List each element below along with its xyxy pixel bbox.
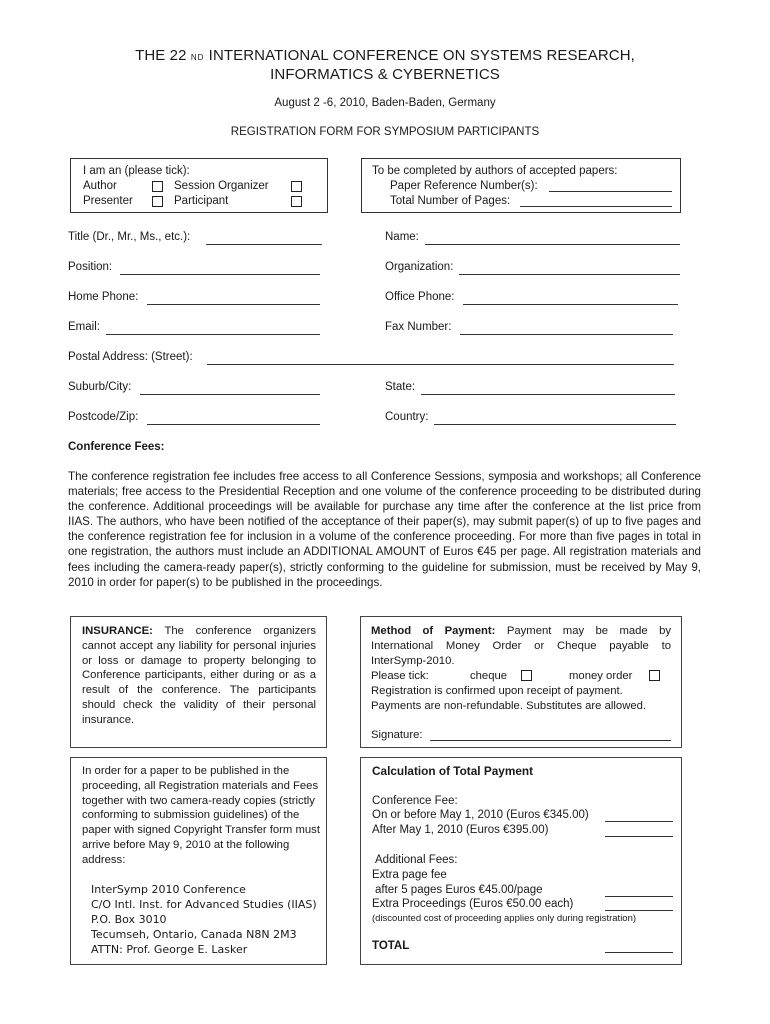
money-order-label: money order (569, 670, 633, 682)
email-label: Email: (68, 321, 100, 333)
conference-title-line2: INFORMATICS & CYBERNETICS (270, 66, 500, 83)
role-heading: I am an (please tick): (83, 165, 190, 177)
title-input[interactable] (206, 244, 322, 245)
confirmed-text: Registration is confirmed upon receipt of payment. (371, 685, 623, 697)
postal-input[interactable] (207, 364, 674, 365)
refund-text: Payments are non-refundable. Substitutes are allowed. (371, 700, 647, 712)
postal-label: Postal Address: (Street): (68, 351, 193, 363)
discount-note: (discounted cost of proceeding applies only during registration) (372, 913, 637, 924)
organization-input[interactable] (459, 274, 680, 275)
paper-ref-input[interactable] (549, 191, 672, 192)
address-line-4: Tecumseh, Ontario, Canada N8N 2M3 (91, 928, 297, 941)
cheque-checkbox[interactable] (521, 670, 532, 681)
position-input[interactable] (120, 274, 320, 275)
calculation-box (360, 757, 682, 965)
author-checkbox[interactable] (152, 181, 163, 192)
suburb-label: Suburb/City: (68, 381, 132, 393)
submission-text: In order for a paper to be published in the proceeding, all Registration materials and Fees together with two camera-ready copies (strictly conforming to submission guidelines) of the paper with signed Copyright Transfer form must arrive before May 9, 2010 at the following address: (82, 765, 320, 866)
address-line-3: P.O. Box 3010 (91, 913, 167, 926)
extra-proceedings-input[interactable] (605, 910, 673, 911)
after-5-pages-label: after 5 pages Euros €45.00/page (375, 884, 543, 896)
role-session-organizer-label: Session Organizer (174, 180, 269, 192)
postcode-input[interactable] (147, 424, 320, 425)
role-author-label: Author (83, 180, 117, 192)
fee-before-label: On or before May 1, 2010 (Euros €345.00) (372, 809, 589, 821)
insurance-text: INSURANCE: The conference organizers cannot accept any liability for personal injuries or loss or damage to property belonging to Conference participants, either during or as a result of the conference. The participants should check the validity of their personal insurance. (82, 625, 317, 726)
payment-label: Method of Payment: (371, 625, 496, 637)
total-label: TOTAL (372, 940, 410, 952)
papers-box (361, 158, 681, 213)
address-line-2: C/O Intl. Inst. for Advanced Studies (IIAS) (91, 898, 317, 911)
conference-fee-label: Conference Fee: (372, 795, 458, 807)
paper-ref-label: Paper Reference Number(s): (390, 180, 538, 192)
signature-label: Signature: (371, 729, 423, 741)
insurance-box (70, 616, 327, 748)
state-label: State: (385, 381, 416, 393)
address-block (91, 882, 317, 957)
total-input[interactable] (605, 952, 673, 953)
submission-box (70, 757, 327, 965)
session-organizer-checkbox[interactable] (291, 181, 302, 192)
address-line-1: InterSymp 2010 Conference (91, 883, 246, 896)
role-participant-label: Participant (174, 195, 229, 207)
cheque-label: cheque (470, 670, 508, 682)
date-place: August 2 -6, 2010, Baden-Baden, Germany (274, 97, 496, 109)
total-pages-label: Total Number of Pages: (390, 195, 511, 207)
postcode-label: Postcode/Zip: (68, 411, 139, 423)
fee-before-input[interactable] (605, 821, 673, 822)
home-phone-label: Home Phone: (68, 291, 139, 303)
fee-after-input[interactable] (605, 836, 673, 837)
fee-after-label: After May 1, 2010 (Euros €395.00) (372, 824, 549, 836)
presenter-checkbox[interactable] (152, 196, 163, 207)
name-input[interactable] (425, 244, 680, 245)
additional-fees-label: Additional Fees: (375, 854, 458, 866)
conference-title: THE 22 ND INTERNATIONAL CONFERENCE ON SYSTEMS RESEARCH, (135, 47, 635, 64)
role-presenter-label: Presenter (83, 195, 133, 207)
total-pages-input[interactable] (520, 206, 672, 207)
office-phone-label: Office Phone: (385, 291, 455, 303)
please-tick-label: Please tick: (371, 670, 429, 682)
title-superscript: ND (190, 53, 205, 62)
insurance-label: INSURANCE: (82, 625, 153, 637)
organization-label: Organization: (385, 261, 454, 273)
position-label: Position: (68, 261, 113, 273)
payment-box (360, 616, 682, 748)
signature-input[interactable] (430, 740, 671, 741)
calc-heading: Calculation of Total Payment (372, 764, 534, 778)
email-input[interactable] (106, 334, 320, 335)
fax-input[interactable] (460, 334, 673, 335)
extra-page-input[interactable] (605, 896, 673, 897)
suburb-input[interactable] (140, 394, 320, 395)
papers-heading: To be completed by authors of accepted papers: (372, 165, 618, 177)
fees-heading: Conference Fees: (68, 441, 165, 453)
extra-proceedings-label: Extra Proceedings (Euros €50.00 each) (372, 898, 574, 910)
country-label: Country: (385, 411, 429, 423)
extra-page-label: Extra page fee (372, 869, 447, 881)
home-phone-input[interactable] (147, 304, 320, 305)
role-box (70, 158, 328, 213)
payment-text: Method of Payment: Payment may be made by International Money Order or Cheque payable to InterSymp-2010. (371, 625, 672, 667)
fax-label: Fax Number: (385, 321, 452, 333)
money-order-checkbox[interactable] (649, 670, 660, 681)
address-line-5: ATTN: Prof. George E. Lasker (91, 943, 248, 956)
participant-checkbox[interactable] (291, 196, 302, 207)
title-label: Title (Dr., Mr., Ms., etc.): (68, 231, 191, 243)
office-phone-input[interactable] (463, 304, 678, 305)
name-label: Name: (385, 231, 419, 243)
country-input[interactable] (434, 424, 676, 425)
fees-body: The conference registration fee includes free access to all Conference Sessions, symposia and workshops; all Conference materials; free access to the Presidential Reception and one volume of the conference proceeding to be distributed during the conference. Additional proceedings will be available for purchase any time after the conference at the list price from IIAS. The authors, who have been notified of the acceptance of their paper(s), may submit paper(s) of up to five pages and the conference registration fee for inclusion in a volume of the conference proceeding. For more than five pages in total in one registration, the authors must include an ADDITIONAL AMOUNT of Euros €45 per page. All registration materials and fees including the camera-ready paper(s), strictly conforming to the guideline for submission, must be received by May 9, 2010 in order for paper(s) to be published in the proceedings. (68, 470, 701, 589)
form-title: REGISTRATION FORM FOR SYMPOSIUM PARTICIPANTS (230, 126, 540, 138)
state-input[interactable] (421, 394, 675, 395)
